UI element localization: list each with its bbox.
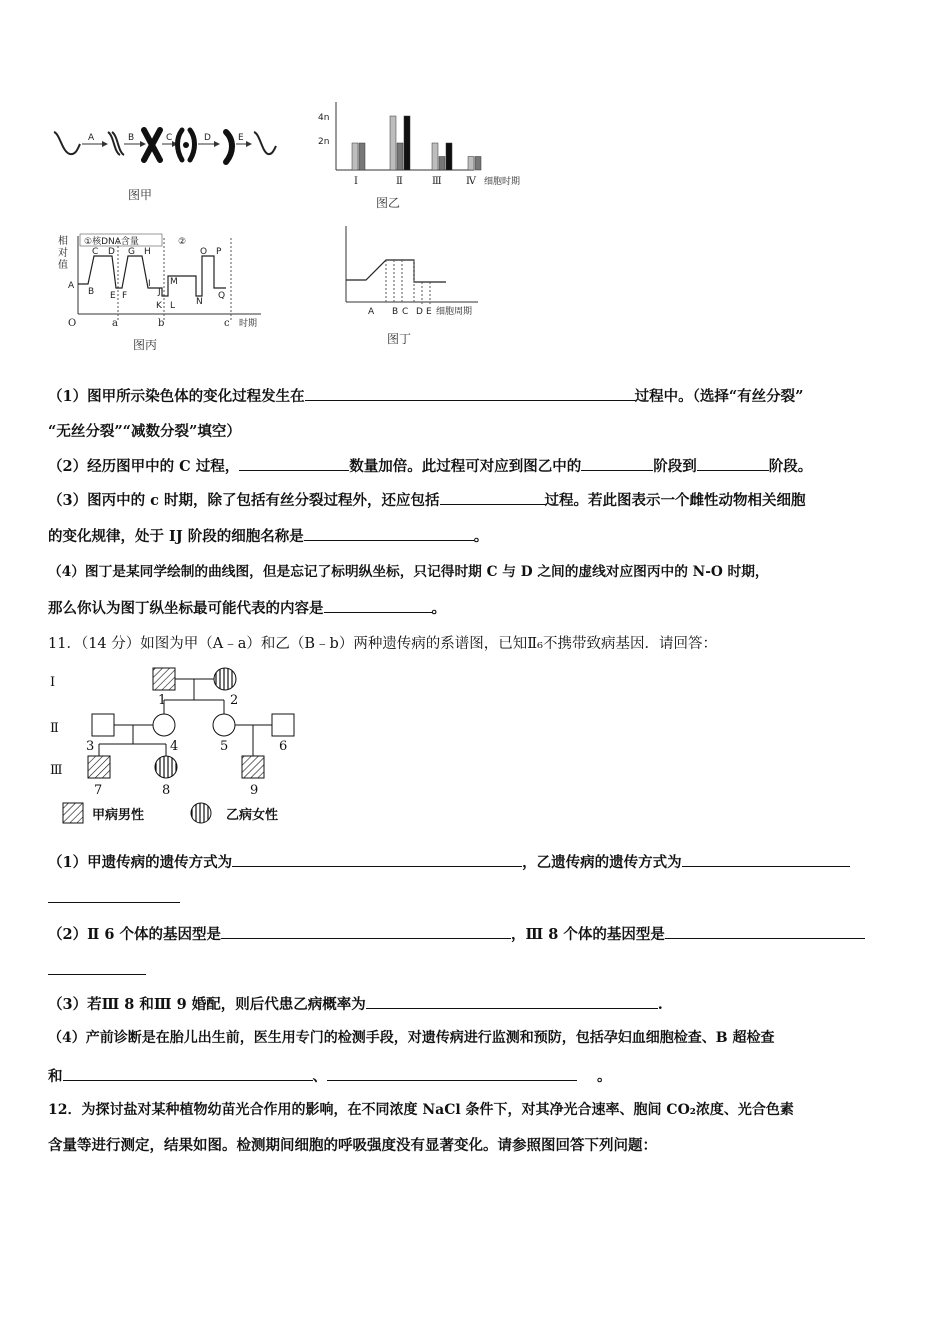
q11-heading [48, 634, 717, 654]
answer-blank[interactable] [239, 456, 349, 471]
text: （1）甲遗传病的遗传方式为 [48, 854, 233, 871]
individual-II3 [92, 714, 114, 736]
legend-female-b: 乙病女性 [226, 808, 279, 823]
answer-blank[interactable] [440, 490, 545, 505]
bar-2-1 [390, 116, 396, 170]
point-label: H [144, 247, 151, 257]
text: （2）Ⅱ 6 个体的基因型是 [48, 926, 221, 943]
individual-number: 6 [279, 739, 288, 754]
answer-blank[interactable] [327, 1066, 577, 1081]
text: . [657, 996, 663, 1013]
stage-label: C [166, 133, 173, 143]
figure-ding [338, 222, 488, 322]
text: （4）产前诊断是在胎儿出生前，医生用专门的检测手段，对遗传病进行监测和预防，包括孕妇血细胞检查、B 超检查 [48, 1030, 775, 1046]
bar-4-2 [475, 157, 481, 171]
q10-1-line2 [48, 422, 241, 442]
text: （3）若Ⅲ 8 和Ⅲ 9 婚配，则后代患乙病概率为 [48, 996, 366, 1013]
x-label: Ⅲ [432, 176, 442, 187]
point-label: E [110, 291, 116, 301]
text: 。 [597, 1068, 612, 1085]
point-label: J [158, 287, 161, 297]
point-label: I [148, 279, 151, 289]
q12-line2 [48, 1136, 657, 1156]
point-label: G [128, 247, 135, 257]
point-label: K [156, 301, 162, 311]
text: 数量加倍。此过程可对应到图乙中的 [349, 458, 582, 475]
point-label: D [108, 247, 115, 257]
stage-label: A [88, 133, 95, 143]
x-title: 时期 [239, 319, 258, 329]
text: “无丝分裂”“减数分裂”填空） [48, 423, 241, 440]
figure-yi [314, 98, 534, 190]
individual-III8 [155, 756, 177, 778]
generation-label: Ⅲ [50, 763, 63, 778]
y-tick: 4n [318, 113, 330, 123]
answer-blank[interactable] [304, 526, 474, 541]
answer-blank[interactable] [366, 994, 658, 1009]
x-label: B [392, 307, 399, 317]
text: 过程。若此图表示一个雌性动物相关细胞 [544, 492, 806, 509]
answer-blank[interactable] [232, 852, 522, 867]
x-title: 细胞周期 [436, 307, 473, 317]
x-label: Ⅱ [396, 176, 403, 187]
pedigree-legend-female [190, 802, 214, 824]
individual-number: 3 [86, 739, 95, 754]
legend-square-icon [63, 803, 83, 823]
x-tick: b [158, 318, 165, 329]
answer-blank[interactable] [48, 960, 146, 975]
point-label: N [196, 297, 203, 307]
q11-3 [48, 994, 663, 1015]
text: ，乙遗传病的遗传方式为 [522, 854, 682, 871]
point-label: B [88, 287, 95, 297]
x-tick: c [224, 318, 230, 329]
x-label: D [416, 307, 423, 317]
individual-number: 1 [158, 693, 167, 708]
answer-blank[interactable] [221, 924, 511, 939]
text: 、 [312, 1068, 327, 1085]
q11-1-line1 [48, 852, 850, 873]
stage-label: B [128, 133, 135, 143]
text: 含量等进行测定，结果如图。检测期间细胞的呼吸强度没有显著变化。请参照图回答下列问题： [48, 1137, 657, 1154]
y-tick: 2n [318, 137, 330, 147]
individual-II5 [213, 714, 235, 736]
x-title: 细胞时期 [484, 177, 521, 187]
individual-III7 [88, 756, 110, 778]
text: 阶段。 [768, 458, 813, 475]
text: （4）图丁是某同学绘制的曲线图，但是忘记了标明纵坐标，只记得时期 C 与 D 之间的虚线对应图丙中的 N-O 时期， [48, 564, 769, 580]
q11-1-line2 [48, 888, 180, 909]
point-label: F [122, 291, 128, 301]
figure-yi-caption: 图乙 [376, 196, 401, 210]
bar-4-1 [468, 157, 474, 171]
q12-line1 [48, 1100, 794, 1120]
individual-I1 [153, 668, 175, 690]
individual-number: 2 [230, 693, 239, 708]
x-label: E [426, 307, 432, 317]
text: 那么你认为图丁纵坐标最可能代表的内容是 [48, 600, 324, 617]
answer-blank[interactable] [581, 456, 653, 471]
answer-blank[interactable] [665, 924, 865, 939]
stage-label: D [204, 133, 211, 143]
figure-bing [56, 232, 271, 332]
individual-I2 [214, 668, 236, 690]
legend-circle-icon [191, 803, 211, 823]
text: 过程中。（选择“有丝分裂” [634, 388, 804, 405]
bar-2-2 [397, 143, 403, 170]
point-label: O [200, 247, 208, 257]
x-label: Ⅳ [466, 176, 476, 187]
figure-jia [48, 122, 278, 182]
answer-blank[interactable] [305, 386, 635, 401]
point-label: L [170, 301, 176, 311]
bar-1-2 [359, 143, 365, 170]
bar-3-2 [439, 157, 445, 171]
legend-male-a: 甲病男性 [92, 808, 145, 823]
individual-number: 9 [250, 783, 259, 798]
y-label-char: 对 [58, 248, 68, 259]
answer-blank[interactable] [697, 456, 769, 471]
text: 11．（14 分）如图为甲（A﹣a）和乙（B﹣b）两种遗传病的系谱图，已知Ⅱ₆不携带致病基因．请回答： [48, 636, 717, 652]
answer-blank[interactable] [324, 598, 432, 613]
q11-2-line1 [48, 924, 865, 945]
q10-1-line1 [48, 386, 804, 407]
x-label: Ⅰ [354, 176, 358, 187]
bar-3-3 [446, 143, 452, 170]
generation-label: Ⅰ [50, 675, 56, 690]
x-tick: a [112, 318, 118, 329]
individual-II4 [153, 714, 175, 736]
series2-label: ② [178, 237, 187, 247]
point-label: C [92, 247, 99, 257]
answer-blank[interactable] [48, 888, 180, 903]
q10-3-line1 [48, 490, 806, 511]
individual-III9 [242, 756, 264, 778]
y-label-char: 相 [58, 236, 68, 247]
individual-number: 5 [220, 739, 229, 754]
text: ，Ⅲ 8 个体的基因型是 [511, 926, 665, 943]
text: 12．为探讨盐对某种植物幼苗光合作用的影响，在不同浓度 NaCl 条件下，对其净光合速率、胞间 CO₂浓度、光合色素 [48, 1102, 794, 1118]
point-label: M [170, 277, 178, 287]
x-tick: O [68, 318, 77, 329]
pedigree-chart [46, 664, 306, 804]
answer-blank[interactable] [63, 1066, 313, 1081]
stage-label: E [238, 133, 244, 143]
series1-label: ①核DNA含量 [84, 237, 139, 247]
individual-number: 7 [94, 783, 103, 798]
point-label: A [68, 281, 75, 291]
q10-3-line2 [48, 526, 488, 547]
y-label-char: 值 [58, 260, 68, 271]
point-label: Q [218, 291, 226, 301]
q10-2 [48, 456, 812, 477]
text: 阶段到 [653, 458, 697, 475]
figure-jia-caption: 图甲 [128, 188, 153, 202]
text: 。 [431, 600, 446, 617]
bar-1-1 [352, 143, 358, 170]
text: （3）图丙中的 c 时期，除了包括有丝分裂过程外，还应包括 [48, 492, 440, 509]
figure-bing-caption: 图丙 [133, 338, 158, 352]
individual-number: 4 [170, 739, 179, 754]
text: （2）经历图甲中的 C 过程， [48, 458, 240, 475]
figure-ding-caption: 图丁 [387, 332, 412, 346]
x-label: A [368, 307, 375, 317]
bar-2-3 [404, 116, 410, 170]
q11-2-line2 [48, 960, 146, 981]
text: 和 [48, 1068, 63, 1085]
text: 。 [473, 528, 489, 545]
q10-4-line1 [48, 562, 769, 582]
generation-label: Ⅱ [50, 721, 59, 736]
individual-number: 8 [162, 783, 171, 798]
q11-4-line2 [48, 1066, 612, 1087]
pedigree-legend [62, 802, 86, 824]
point-label: P [216, 247, 222, 257]
x-label: C [402, 307, 409, 317]
text: 的变化规律，处于 IJ 阶段的细胞名称是 [48, 528, 304, 545]
text: （1）图甲所示染色体的变化过程发生在 [48, 388, 305, 405]
bar-3-1 [432, 143, 438, 170]
individual-II6 [272, 714, 294, 736]
q11-4-line1 [48, 1028, 774, 1048]
q10-4-line2 [48, 598, 446, 619]
answer-blank[interactable] [682, 852, 850, 867]
